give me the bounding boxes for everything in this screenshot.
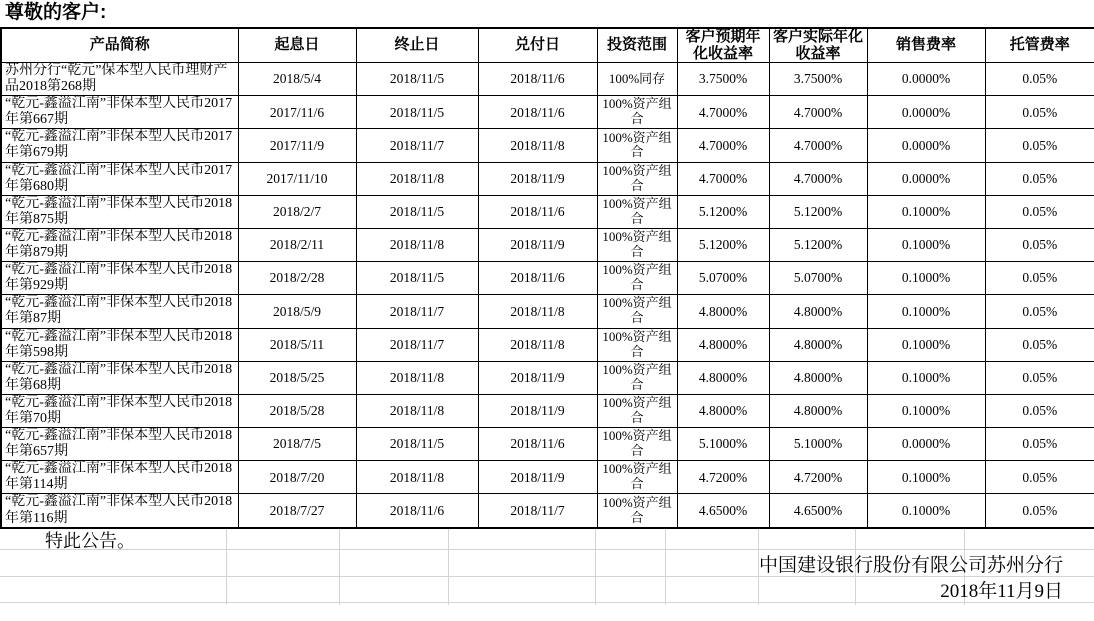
cell-payment-date: 2018/11/9 [478,228,597,261]
cell-end-date: 2018/11/7 [356,295,478,328]
table-row [1,461,1094,494]
cell-expected-yield: 4.7000% [677,96,769,129]
cell-value-date: 2018/5/11 [238,328,356,361]
cell-product-name: “乾元-鑫溢江南”非保本型人民币2017年第680期 [1,162,238,195]
cell-investment-scope: 100%资产组合 [597,494,677,528]
cell-end-date: 2018/11/5 [356,63,478,96]
cell-investment-scope: 100%资产组合 [597,295,677,328]
cell-end-date: 2018/11/5 [356,195,478,228]
cell-value-date: 2018/5/25 [238,361,356,394]
cell-value-date: 2017/11/6 [238,96,356,129]
cell-custody-fee: 0.05% [985,129,1094,162]
cell-payment-date: 2018/11/9 [478,361,597,394]
col-header-actual-yield: 客户实际年化收益率 [769,28,867,63]
cell-actual-yield: 3.7500% [769,63,867,96]
cell-product-name: “乾元-鑫溢江南”非保本型人民币2018年第598期 [1,328,238,361]
table-row [1,361,1094,394]
col-header-expected-yield: 客户预期年化收益率 [677,28,769,63]
cell-value-date: 2018/7/5 [238,428,356,461]
cell-value-date: 2017/11/10 [238,162,356,195]
cell-expected-yield: 4.6500% [677,494,769,528]
cell-value-date: 2018/5/9 [238,295,356,328]
cell-end-date: 2018/11/8 [356,394,478,427]
cell-end-date: 2018/11/7 [356,328,478,361]
cell-expected-yield: 5.1000% [677,428,769,461]
table-header-row [1,28,1094,63]
cell-investment-scope: 100%资产组合 [597,262,677,295]
cell-custody-fee: 0.05% [985,328,1094,361]
cell-investment-scope: 100%资产组合 [597,228,677,261]
cell-product-name: 苏州分行“乾元”保本型人民币理财产品2018第268期 [1,63,238,96]
cell-product-name: “乾元-鑫溢江南”非保本型人民币2018年第657期 [1,428,238,461]
cell-actual-yield: 4.8000% [769,328,867,361]
table-row [1,228,1094,261]
cell-actual-yield: 4.8000% [769,361,867,394]
cell-product-name: “乾元-鑫溢江南”非保本型人民币2018年第87期 [1,295,238,328]
cell-end-date: 2018/11/8 [356,228,478,261]
col-header-value-date: 起息日 [238,28,356,63]
cell-payment-date: 2018/11/6 [478,63,597,96]
cell-payment-date: 2018/11/9 [478,162,597,195]
date-text: 2018年11月9日 [940,580,1063,602]
cell-investment-scope: 100%资产组合 [597,162,677,195]
cell-actual-yield: 4.7000% [769,129,867,162]
cell-product-name: “乾元-鑫溢江南”非保本型人民币2018年第68期 [1,361,238,394]
cell-value-date: 2018/5/4 [238,63,356,96]
cell-value-date: 2018/2/7 [238,195,356,228]
cell-expected-yield: 4.8000% [677,394,769,427]
cell-actual-yield: 4.7200% [769,461,867,494]
cell-sales-fee: 0.1000% [867,262,985,295]
col-header-sales-fee: 销售费率 [867,28,985,63]
cell-custody-fee: 0.05% [985,262,1094,295]
footer [0,529,1094,605]
cell-payment-date: 2018/11/8 [478,129,597,162]
cell-expected-yield: 5.0700% [677,262,769,295]
col-header-investment-scope: 投资范围 [597,28,677,63]
cell-investment-scope: 100%资产组合 [597,129,677,162]
cell-product-name: “乾元-鑫溢江南”非保本型人民币2018年第879期 [1,228,238,261]
cell-sales-fee: 0.0000% [867,162,985,195]
col-header-custody-fee: 托管费率 [985,28,1094,63]
table-row [1,295,1094,328]
cell-actual-yield: 5.1200% [769,228,867,261]
cell-custody-fee: 0.05% [985,96,1094,129]
cell-expected-yield: 5.1200% [677,195,769,228]
table-row [1,328,1094,361]
cell-expected-yield: 5.1200% [677,228,769,261]
cell-value-date: 2018/2/28 [238,262,356,295]
cell-actual-yield: 4.7000% [769,162,867,195]
table-row [1,195,1094,228]
cell-expected-yield: 4.7200% [677,461,769,494]
table-row [1,162,1094,195]
cell-expected-yield: 4.8000% [677,361,769,394]
cell-sales-fee: 0.1000% [867,228,985,261]
cell-investment-scope: 100%同存 [597,63,677,96]
cell-expected-yield: 4.7000% [677,162,769,195]
cell-custody-fee: 0.05% [985,162,1094,195]
cell-custody-fee: 0.05% [985,428,1094,461]
closing-text: 特此公告。 [45,530,135,551]
cell-expected-yield: 4.8000% [677,295,769,328]
cell-product-name: “乾元-鑫溢江南”非保本型人民币2018年第70期 [1,394,238,427]
cell-sales-fee: 0.1000% [867,461,985,494]
cell-payment-date: 2018/11/6 [478,96,597,129]
cell-custody-fee: 0.05% [985,361,1094,394]
cell-actual-yield: 5.1200% [769,195,867,228]
cell-sales-fee: 0.0000% [867,63,985,96]
cell-value-date: 2018/2/11 [238,228,356,261]
products-table [0,27,1094,529]
cell-end-date: 2018/11/8 [356,162,478,195]
cell-sales-fee: 0.1000% [867,195,985,228]
cell-actual-yield: 4.7000% [769,96,867,129]
cell-product-name: “乾元-鑫溢江南”非保本型人民币2017年第679期 [1,129,238,162]
cell-payment-date: 2018/11/6 [478,428,597,461]
greeting-text: 尊敬的客户: [5,2,107,23]
cell-sales-fee: 0.0000% [867,129,985,162]
cell-end-date: 2018/11/7 [356,129,478,162]
cell-custody-fee: 0.05% [985,295,1094,328]
cell-end-date: 2018/11/5 [356,428,478,461]
cell-end-date: 2018/11/6 [356,494,478,528]
table-row [1,96,1094,129]
cell-investment-scope: 100%资产组合 [597,195,677,228]
cell-actual-yield: 5.0700% [769,262,867,295]
cell-custody-fee: 0.05% [985,195,1094,228]
cell-actual-yield: 4.6500% [769,494,867,528]
table-row [1,63,1094,96]
table-row [1,394,1094,427]
cell-custody-fee: 0.05% [985,63,1094,96]
cell-payment-date: 2018/11/8 [478,328,597,361]
cell-custody-fee: 0.05% [985,461,1094,494]
signature-text: 中国建设银行股份有限公司苏州分行 [758,554,1063,576]
cell-payment-date: 2018/11/6 [478,195,597,228]
cell-investment-scope: 100%资产组合 [597,96,677,129]
cell-custody-fee: 0.05% [985,394,1094,427]
cell-actual-yield: 4.8000% [769,295,867,328]
cell-investment-scope: 100%资产组合 [597,394,677,427]
cell-sales-fee: 0.1000% [867,394,985,427]
cell-sales-fee: 0.0000% [867,428,985,461]
cell-expected-yield: 4.8000% [677,328,769,361]
cell-payment-date: 2018/11/6 [478,262,597,295]
table-row [1,262,1094,295]
table-row [1,129,1094,162]
cell-actual-yield: 4.8000% [769,394,867,427]
cell-value-date: 2018/7/20 [238,461,356,494]
col-header-end-date: 终止日 [356,28,478,63]
cell-product-name: “乾元-鑫溢江南”非保本型人民币2018年第929期 [1,262,238,295]
col-header-payment-date: 兑付日 [478,28,597,63]
cell-sales-fee: 0.1000% [867,361,985,394]
cell-sales-fee: 0.1000% [867,494,985,528]
cell-end-date: 2018/11/8 [356,361,478,394]
cell-sales-fee: 0.1000% [867,328,985,361]
cell-value-date: 2017/11/9 [238,129,356,162]
cell-investment-scope: 100%资产组合 [597,328,677,361]
table-body [1,63,1094,528]
cell-actual-yield: 5.1000% [769,428,867,461]
cell-product-name: “乾元-鑫溢江南”非保本型人民币2018年第116期 [1,494,238,528]
table-row [1,494,1094,528]
cell-end-date: 2018/11/5 [356,96,478,129]
cell-investment-scope: 100%资产组合 [597,428,677,461]
cell-expected-yield: 4.7000% [677,129,769,162]
cell-value-date: 2018/5/28 [238,394,356,427]
cell-investment-scope: 100%资产组合 [597,361,677,394]
cell-investment-scope: 100%资产组合 [597,461,677,494]
cell-product-name: “乾元-鑫溢江南”非保本型人民币2017年第667期 [1,96,238,129]
cell-payment-date: 2018/11/7 [478,494,597,528]
cell-end-date: 2018/11/5 [356,262,478,295]
cell-product-name: “乾元-鑫溢江南”非保本型人民币2018年第114期 [1,461,238,494]
table-row [1,428,1094,461]
cell-product-name: “乾元-鑫溢江南”非保本型人民币2018年第875期 [1,195,238,228]
cell-end-date: 2018/11/8 [356,461,478,494]
cell-payment-date: 2018/11/9 [478,394,597,427]
cell-payment-date: 2018/11/8 [478,295,597,328]
cell-value-date: 2018/7/27 [238,494,356,528]
cell-payment-date: 2018/11/9 [478,461,597,494]
cell-expected-yield: 3.7500% [677,63,769,96]
cell-custody-fee: 0.05% [985,494,1094,528]
col-header-product-name: 产品简称 [1,28,238,63]
cell-sales-fee: 0.1000% [867,295,985,328]
cell-sales-fee: 0.0000% [867,96,985,129]
cell-custody-fee: 0.05% [985,228,1094,261]
